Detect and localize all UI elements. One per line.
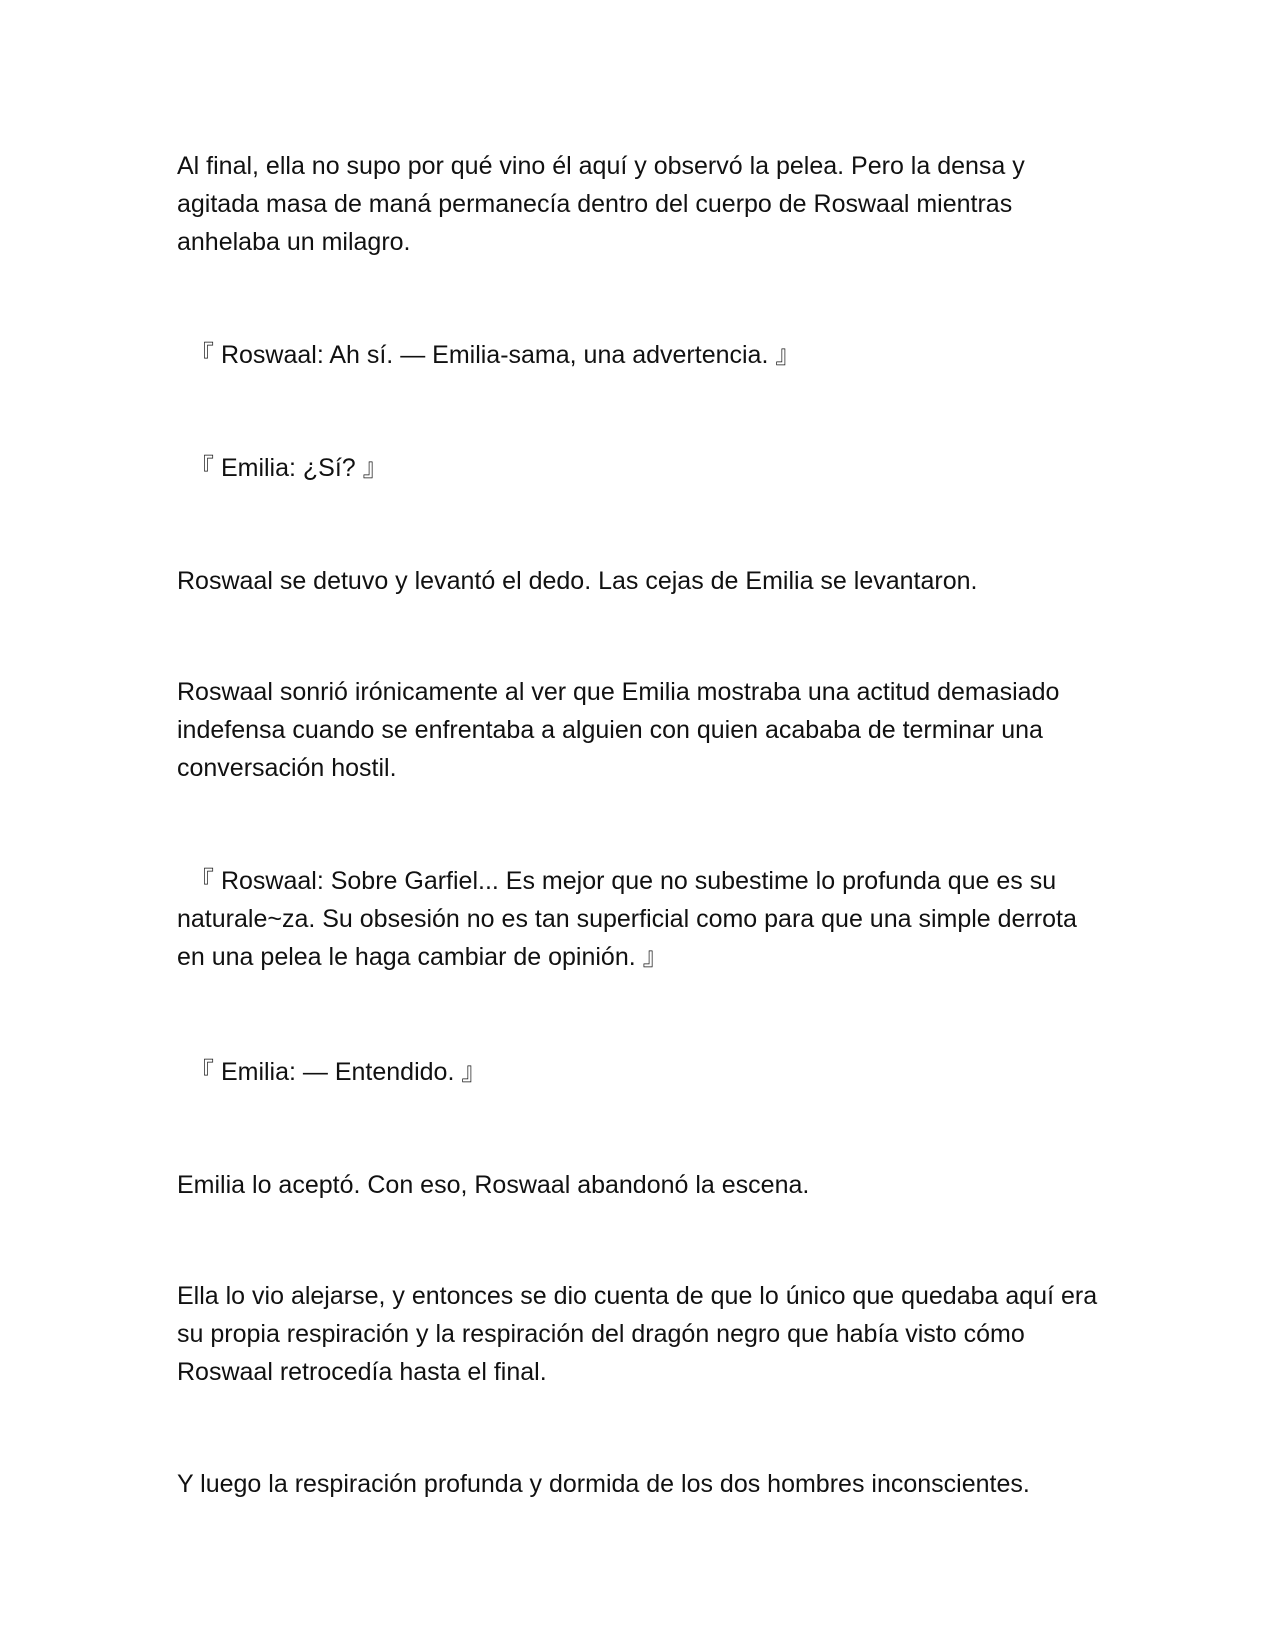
paragraph-5: Ella lo vio alejarse, y entonces se dio cuenta de que lo único que quedaba aquí era su propia respiración y la respiración del dragón negro que había visto cómo Roswaal retrocedía hasta el final. <box>177 1282 1098 1386</box>
dialogue-emilia-2: 『 Emilia: — Entendido. 』 <box>189 1058 487 1086</box>
paragraph-1: Al final, ella no supo por qué vino él aquí y observó la pelea. Pero la densa y agitada masa de maná permanecía dentro del cuerpo de Roswaal mientras anhelaba un milagro. <box>177 152 1025 256</box>
paragraph-3: Roswaal sonrió irónicamente al ver que Emilia mostraba una actitud demasiado indefensa cuando se enfrentaba a alguien con quien acababa de terminar una conversación hostil. <box>177 678 1060 782</box>
dialogue-emilia-1: 『 Emilia: ¿Sí? 』 <box>189 454 388 482</box>
dialogue-roswaal-1: 『 Roswaal: Ah sí. — Emilia-sama, una advertencia. 』 <box>189 341 801 369</box>
paragraph-2: Roswaal se detuvo y levantó el dedo. Las cejas de Emilia se levantaron. <box>177 567 978 595</box>
paragraph-6: Y luego la respiración profunda y dormida de los dos hombres inconscientes. <box>177 1470 1030 1498</box>
paragraph-4: Emilia lo aceptó. Con eso, Roswaal abandonó la escena. <box>177 1171 810 1199</box>
dialogue-roswaal-2: 『 Roswaal: Sobre Garfiel... Es mejor que no subestime lo profunda que es su naturale~za. Su obsesión no es tan superficial como para que una simple derrota en una pelea le haga cambiar de opinión. 』 <box>177 867 1077 971</box>
